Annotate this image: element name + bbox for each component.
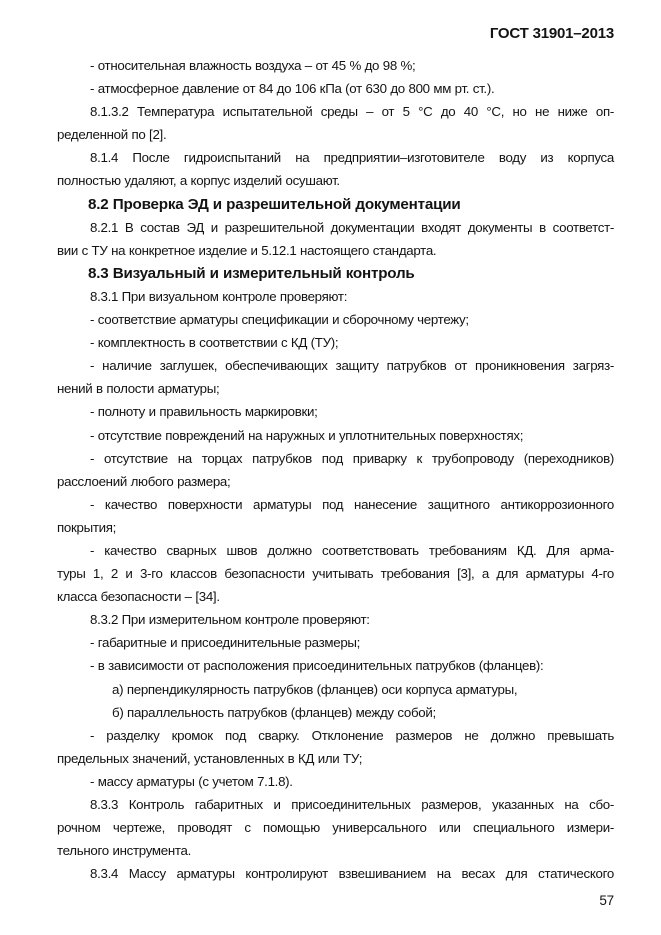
text-line: 8.1.4 После гидроиспытаний на предприятии–изготовителе воду из корпуса <box>90 150 614 166</box>
paragraph <box>57 608 614 631</box>
text-line: - в зависимости от расположения присоединительных патрубков (фланцев): <box>90 658 544 674</box>
paragraph <box>57 447 614 493</box>
text-line: покрытия; <box>57 519 117 535</box>
text-line: - относительная влажность воздуха – от 45 % до 98 %; <box>90 58 416 73</box>
text-line: вии с ТУ на конкретное изделие и 5.12.1 настоящего стандарта. <box>57 242 437 258</box>
text-line: - качество поверхности арматуры под нанесение защитного антикоррозионного <box>90 496 614 512</box>
text-line: 8.2.1 В состав ЭД и разрешительной документации входят документы в соответст- <box>90 219 614 235</box>
text-line: - качество сварных швов должно соответствовать требованиям КД. Для арма- <box>90 542 614 558</box>
text-line: туры 1, 2 и 3-го классов безопасности учитывать требования [3], а для арматуры 4-го <box>57 566 614 582</box>
text-line: - отсутствие повреждений на наружных и уплотнительных поверхностях; <box>90 427 524 443</box>
text-line: 8.3 Визуальный и измерительный контроль <box>88 264 415 282</box>
text-line: 8.3.4 Массу арматуры контролируют взвешиванием на весах для статического <box>90 866 614 882</box>
paragraph <box>57 77 614 100</box>
sub-item <box>57 678 614 701</box>
text-line: - соответствие арматуры спецификации и сборочному чертежу; <box>90 312 469 328</box>
text-line: - отсутствие на торцах патрубков под приварку к трубопроводу (переходников) <box>90 450 614 466</box>
paragraph <box>57 331 614 354</box>
paragraph <box>57 793 614 862</box>
text-line: рочном чертеже, проводят с помощью универсального или специального измери- <box>57 820 614 836</box>
text-line: 8.3.3 Контроль габаритных и присоединительных размеров, указанных на сбо- <box>90 797 614 812</box>
text-line: расслоений любого размера; <box>57 473 231 489</box>
paragraph <box>57 654 614 677</box>
text-line: - габаритные и присоединительные размеры; <box>90 635 361 651</box>
paragraph <box>57 146 614 192</box>
text-line: класса безопасности – [34]. <box>57 589 220 605</box>
paragraph <box>57 862 614 885</box>
text-line: полностью удаляют, а корпус изделий осушают. <box>57 173 340 189</box>
paragraph <box>57 631 614 654</box>
text-line: - полноту и правильность маркировки; <box>90 404 318 420</box>
paragraph <box>57 400 614 423</box>
page-number: 57 <box>599 893 614 908</box>
paragraph <box>57 308 614 331</box>
paragraph <box>57 770 614 793</box>
text-line: а) перпендикулярность патрубков (фланцев) оси корпуса арматуры, <box>112 681 518 697</box>
text-line: предельных значений, установленных в КД или ТУ; <box>57 750 363 766</box>
text-line: нений в полости арматуры; <box>57 381 220 397</box>
paragraph <box>57 424 614 447</box>
section-heading <box>57 193 614 216</box>
text-line: 8.1.3.2 Температура испытательной среды – от 5 °С до 40 °С, но не ниже оп- <box>90 104 614 120</box>
text-line: - массу арматуры (с учетом 7.1.8). <box>90 773 293 789</box>
paragraph <box>57 216 614 262</box>
text-line: 8.3.2 При измерительном контроле проверяют: <box>90 612 370 628</box>
paragraph <box>57 100 614 146</box>
text-line: - разделку кромок под сварку. Отклонение размеров не должно превышать <box>90 727 614 743</box>
text-line: ределенной по [2]. <box>57 127 167 143</box>
paragraph <box>57 539 614 608</box>
text-line: 8.3.1 При визуальном контроле проверяют: <box>90 288 348 304</box>
content <box>57 54 614 885</box>
text-line: - комплектность в соответствии с КД (ТУ); <box>90 335 339 351</box>
paragraph <box>57 285 614 308</box>
running-header-doc-code: ГОСТ 31901–2013 <box>489 25 614 42</box>
text-line: - атмосферное давление от 84 до 106 кПа (от 630 до 800 мм рт. ст.). <box>90 81 495 97</box>
paragraph <box>57 354 614 400</box>
paragraph <box>57 724 614 770</box>
paragraph <box>57 54 614 77</box>
text-line: б) параллельность патрубков (фланцев) между собой; <box>112 704 436 720</box>
text-line: 8.2 Проверка ЭД и разрешительной документации <box>88 195 461 213</box>
text-line: - наличие заглушек, обеспечивающих защиту патрубков от проникновения загряз- <box>90 358 614 374</box>
text-line: тельного инструмента. <box>57 843 192 859</box>
sub-item <box>57 701 614 724</box>
paragraph <box>57 493 614 539</box>
section-heading <box>57 262 614 285</box>
